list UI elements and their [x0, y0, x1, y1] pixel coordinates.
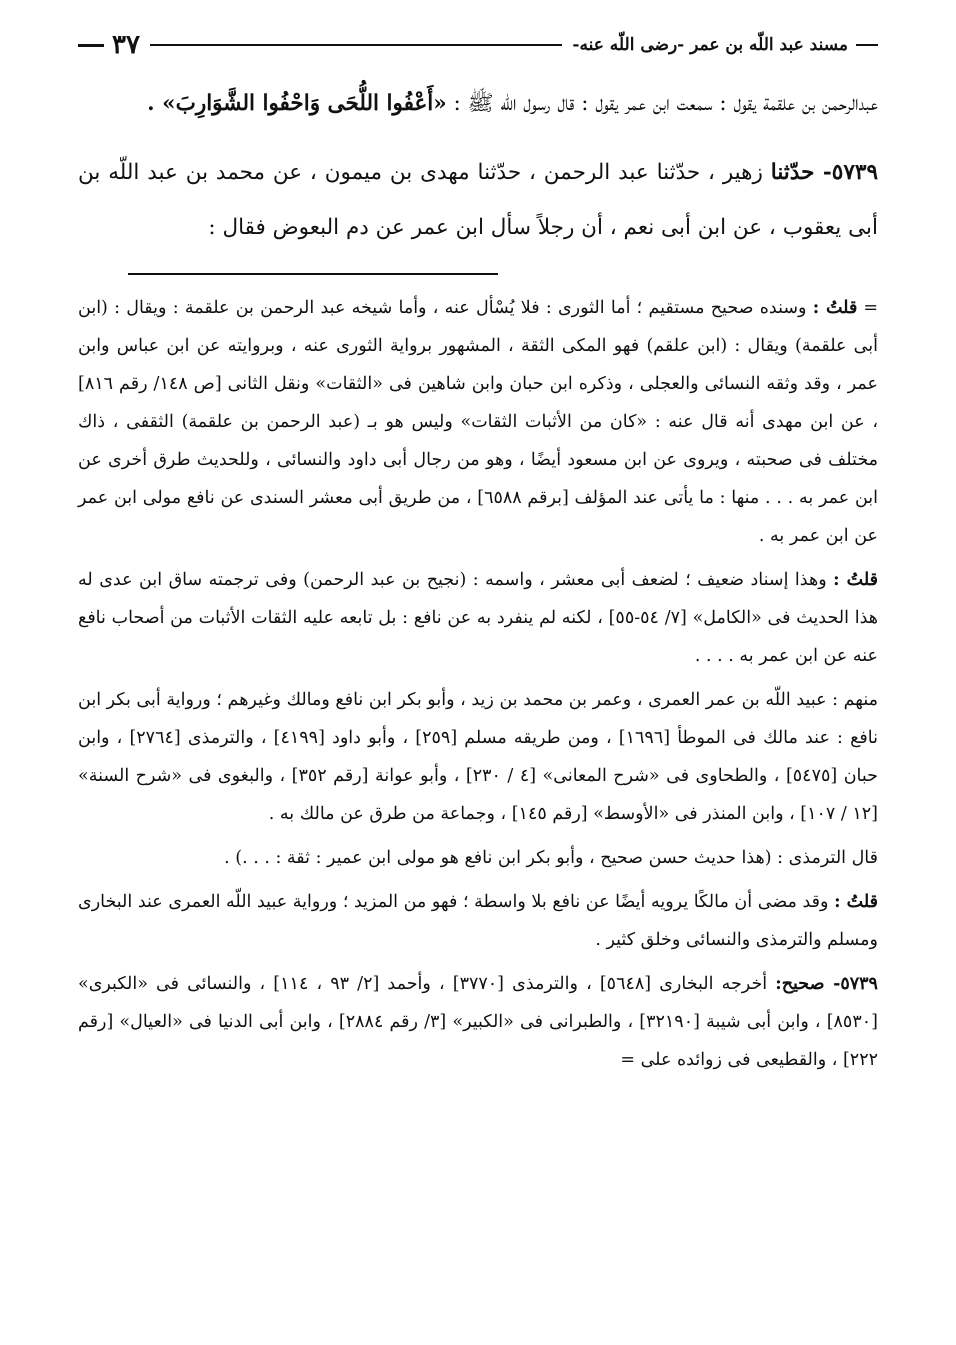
- running-header: [78, 30, 878, 60]
- note-text: أخرجه البخارى [٥٦٤٨] ، والترمذى [٣٧٧٠] ، وأحمد [٢/ ٩٣ ، ١١٤] ، والنسائى فى «الكبرى» [٨٥٣٠] ، وابن أبى شيبة [٣٢١٩٠] ، والطبرانى فى «الكبير» [٣/ رقم ٢٨٨٤] ، وابن أبى الدنيا فى «العيال» [رقم ٢٢٢] ، والقطيعى فى زوائده على: [78, 974, 878, 1070]
- note-lead: قلتُ :: [833, 570, 878, 590]
- footnote-paragraph: [78, 681, 878, 833]
- main-paragraph: [78, 76, 878, 131]
- running-title: مسند عبد اللّه بن عمر -رضى اللّه عنه-: [572, 35, 848, 55]
- footnote-paragraph: [78, 289, 878, 555]
- note-text: وسنده صحيح مستقيم ؛ أما الثورى : فلا يُسْأل عنه ، وأما شيخه عبد الرحمن بن علقمة : ويقال : (ابن أبى علقمة) ويقال : (ابن علقم) فهو المكى الثقة ، المشهور برواية الثورى عنه ، وبروايته عن ابن عباس وابن عمر ، وقد وثقه النسائى والعجلى ، وذكره ابن حبان وابن شاهين فى «الثقات» ونقل الثانى [ص ١٤٨/ رقم ٨١٦] ، عن ابن مهدى أنه قال عنه : «كان من الأثبات الثقات» وليس هو بـ (عبد الرحمن بن علقمة) الثقفى ، ذاك مختلف فى صحبته ، ويروى عن ابن مسعود أيضًا ، وهو من رجال أبى داود والنسائى ، وللحديث طرق أخرى عن ابن عمر به . . . منها : ما يأتى عند المؤلف [برقم ٦٥٨٨] ، من طريق أبى معشر السندى عن نافع مولى ابن عمر عن ابن عمر به .: [78, 298, 879, 546]
- footnotes: [78, 289, 878, 1079]
- header-dash: [856, 44, 878, 46]
- footnote-paragraph: [78, 883, 878, 959]
- note-text: منهم : عبيد اللّه بن عمر العمرى ، وعمر بن محمد بن زيد ، وأبو بكر ابن نافع ومالك وغيرهم ؛ ورواية أبى بكر ابن نافع : عند مالك فى الموطأ [١٦٩٦] ، ومن طريقه مسلم [٢٥٩] ، وأبو داود [٤١٩٩] ، والترمذى [٢٧٦٤] ، وابن حبان [٥٤٧٥] ، والطحاوى فى «شرح المعانى» [٤ / ٢٣٠] ، وأبو عوانة [رقم ٣٥٢] ، والبغوى فى «شرح السنة» [١٢ / ١٠٧] ، وابن المنذر فى «الأوسط» [رقم ١٤٥] ، وجماعة من طرق عن مالك به .: [78, 690, 878, 824]
- note-text: وقد مضى أن مالكًا يرويه أيضًا عن نافع بلا واسطة ؛ فهو من المزيد ؛ ورواية عبيد اللّه العمرى عند البخارى ومسلم والترمذى والنسائى وخلق كثير .: [78, 892, 878, 950]
- page-number: ٣٧: [112, 30, 140, 60]
- main-text: [78, 76, 878, 255]
- note-lead: قلتُ :: [834, 892, 878, 912]
- note-text: قال الترمذى : (هذا حديث حسن صحيح ، وأبو بكر ابن نافع هو مولى ابن عمير : ثقة : . . .) .: [224, 848, 878, 868]
- header-dash-end: [78, 44, 104, 47]
- paragraph-text: عبدالرحمن بن علقمة يقول : سمعت ابن عمر يقول : قال رسول اللّه ﷺ :: [446, 91, 878, 116]
- hadith-number: ٥٧٣٩- حدّثنا: [770, 160, 878, 185]
- continuation-marker: =: [620, 1050, 635, 1070]
- footnote-separator: [128, 273, 498, 275]
- footnote-paragraph: [78, 839, 878, 877]
- note-text: وهذا إسناد ضعيف ؛ لضعف أبى معشر ، واسمه : (نجيح بن عبد الرحمن) وفى ترجمته ساق ابن عدى له هذا الحديث فى «الكامل» [٧/ ٥٤-٥٥] ، لكنه لم ينفرد به عن نافع : بل تابعه عليه الثقات الأثبات من أصحاب نافع عنه عن ابن عمر به . . . .: [78, 570, 878, 666]
- note-lead: قلتُ :: [812, 298, 858, 318]
- note-lead: ٥٧٣٩- صحيح:: [775, 974, 878, 994]
- header-rule: [150, 44, 562, 46]
- hadith-quote: «أَعْفُوا اللُّحَى وَاحْفُوا الشَّوَارِبَ» .: [147, 91, 447, 116]
- main-paragraph: [78, 145, 878, 255]
- footnote-paragraph: [78, 965, 878, 1079]
- paragraph-text: زهير ، حدّثنا عبد الرحمن ، حدّثنا مهدى بن ميمون ، عن محمد بن عبد اللّه بن أبى يعقوب ، عن ابن أبى نعم ، أن رجلاً سأل ابن عمر عن دم البعوض فقال :: [78, 160, 878, 240]
- continuation-marker: =: [863, 298, 878, 318]
- footnote-paragraph: [78, 561, 878, 675]
